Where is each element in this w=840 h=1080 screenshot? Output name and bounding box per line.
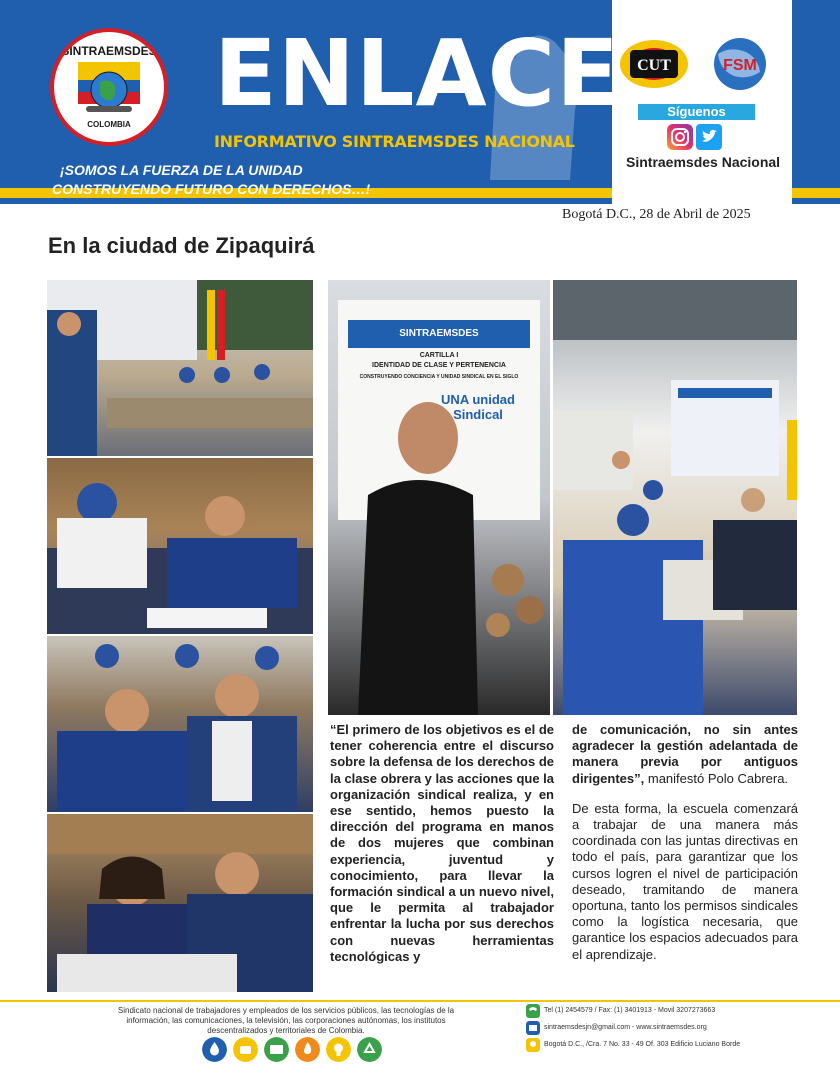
photo-speaker-room [47, 280, 313, 456]
page-title: ENLACE [214, 20, 621, 127]
photo-participants-workbook [47, 814, 313, 992]
footer-rule [0, 1000, 840, 1002]
logo-top-text: SINTRAEMSDES [61, 44, 157, 58]
quote-ending: de comunicación, no sin antes agradecer la gestión adelantada de manera previa por antiguos dirigentes”, [572, 722, 798, 786]
cut-logo [616, 36, 692, 92]
speaker-figure [358, 400, 478, 715]
slide-line-2: IDENTIDAD DE CLASE Y PERTENENCIA [372, 362, 506, 369]
telephone-icon [526, 1004, 540, 1018]
photo-speaker-presenting [328, 280, 550, 715]
location-icon [526, 1038, 540, 1052]
fire-icon [295, 1037, 320, 1062]
photo-classroom-figures [553, 280, 797, 715]
sintraemsdes-logo [50, 28, 168, 146]
article-column-1: “El primero de los objetivos es el de tener coherencia entre el discurso sobre la defensa de los derechos de la clase obrera y las acciones que la organización sindical realiza, y en ese sentido, hemos puesto la dirección del programa en manos de dos mujeres que combinan experiencia, juventud y conocimiento, para llevar la formación sindical a un nuevo nivel, que le permita al trabajador enfrentar la lucha por sus derechos con nuevas herramientas tecnológicas y [330, 722, 555, 964]
presentation-slide-header [348, 320, 530, 348]
slide-org: SINTRAEMSDES [399, 328, 479, 339]
wall-wood-decor [468, 550, 550, 660]
fsm-logo-text: FSM [723, 57, 757, 74]
email-icon [526, 1021, 540, 1035]
article-column-2 [572, 722, 798, 963]
globe-icon [78, 62, 140, 118]
article-headline: En la ciudad de Zipaquirá [48, 233, 315, 258]
photo-participants-writing [47, 458, 313, 634]
slogan-line-1: ¡SOMOS LA FUERZA DE LA UNIDAD [60, 162, 303, 178]
article-paragraph-2: De esta forma, la escuela comenzará a trabajar de una manera más coordinada con las juntas directivas en todo el país, para garantizar que los cursos logren el nivel de participación deseado, tramitando de manera oportuna, tanto los permisos sindicales como la logística necesaria, que garantice los espacios adecuados para el aprendizaje. [572, 800, 798, 962]
recycle-icon [357, 1037, 382, 1062]
photo-participants-workbook-figures [47, 814, 313, 992]
logo-bottom-text: COLOMBIA [87, 120, 131, 129]
photo-participant-thinking-figures [47, 636, 313, 812]
cut-logo-text: CUT [637, 57, 671, 74]
photo-classroom [553, 280, 797, 715]
photo-participants-writing-figures [47, 458, 313, 634]
contact-address: Bogotá D.C., /Cra. 7 No. 33 - 49 Of. 303 Edificio Luciano Borde [544, 1041, 741, 1048]
slide-line-1: CARTILLA I [419, 352, 459, 359]
contact-email[interactable]: sintraemsdesjn@gmail.com - www.sintraemsdes.org [544, 1024, 707, 1031]
dateline: Bogotá D.C., 28 de Abril de 2025 [562, 207, 751, 222]
instagram-icon[interactable] [667, 124, 693, 150]
social-account-name: Sintraemsdes Nacional [626, 154, 781, 170]
water-icon [202, 1037, 227, 1062]
footer-description: Sindicato nacional de trabajadores y empleados de los servicios públicos, las tecnologías de la información, las comunicaciones, la televisión, las corporaciones autónomas, los institutos descentralizados y territoriales de Colombia. [117, 1006, 455, 1035]
quote-attribution: manifestó Polo Cabrera. [644, 770, 789, 786]
page-subtitle: INFORMATIVO SINTRAEMSDES NACIONAL [214, 132, 575, 151]
twitter-icon[interactable] [696, 124, 722, 150]
contact-phone: Tel (1) 2454579 / Fax: (1) 3401913 - Movil 3207273663 [544, 1007, 716, 1014]
sector-icons [202, 1037, 382, 1063]
photo-participant-thinking [47, 636, 313, 812]
tv-icon [264, 1037, 289, 1062]
phone-icon [233, 1037, 258, 1062]
photo-speaker-room-figures [47, 280, 313, 456]
slide-line-3: CONSTRUYENDO CONCIENCIA Y UNIDAD SINDICAL EN EL SIGLO [359, 374, 519, 380]
header-right-stripe [792, 188, 840, 198]
slide-unidad-logo: UNA unidad Sindical [441, 392, 515, 422]
slogan-line-2: CONSTRUYENDO FUTURO CON DERECHOS…! [52, 181, 371, 197]
header-right-band [792, 0, 840, 204]
lightbulb-icon [326, 1037, 351, 1062]
fsm-logo [700, 36, 780, 92]
follow-label: Síguenos [638, 104, 755, 120]
